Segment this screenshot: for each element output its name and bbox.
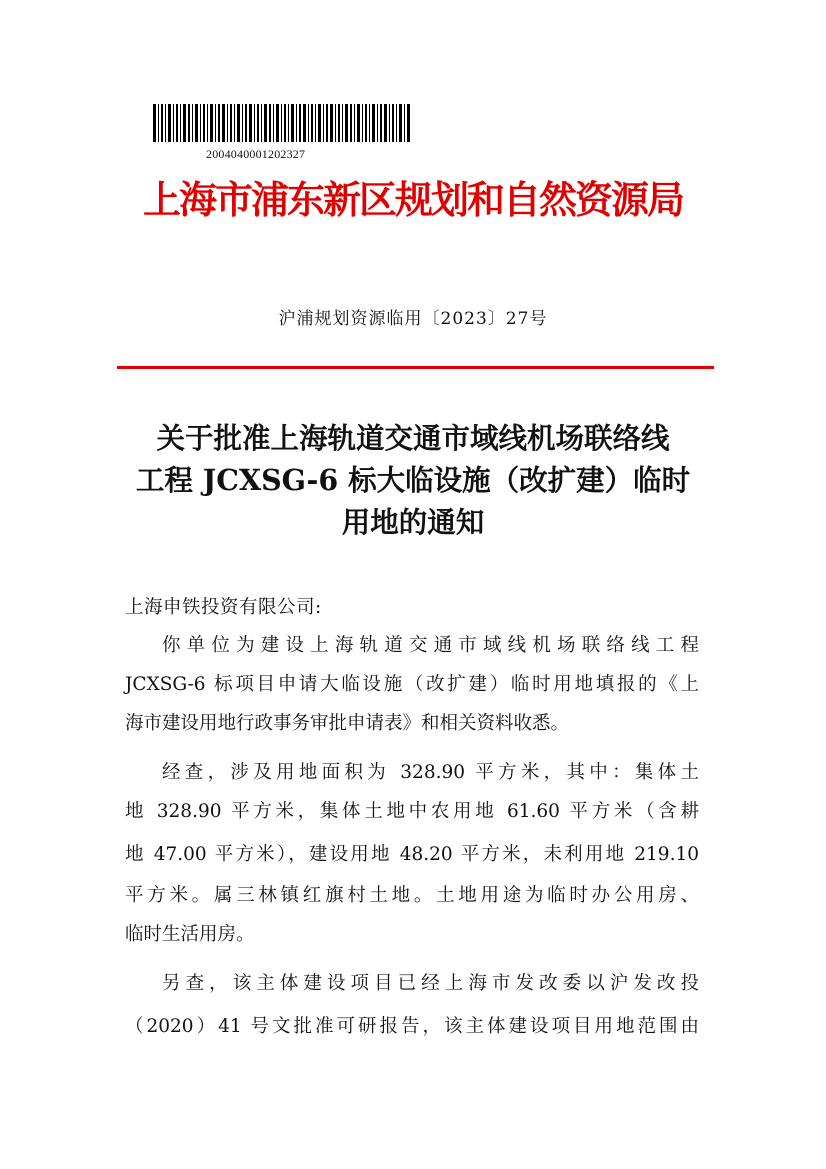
barcode-number: 2004040001202327 [206,147,306,161]
body-line: JCXSG-6 标项目申请大临设施（改扩建）临时用地填报的《上 [125,674,699,695]
body-line: 海市建设用地行政事务审批申请表》和相关资料收悉。 [125,713,570,734]
issuing-agency: 上海市浦东新区规划和自然资源局 [142,178,683,222]
header-red-divider [117,366,714,369]
body-line: 另查，该主体建设项目已经上海市发改委以沪发改投 [162,973,699,994]
body-line: 你单位为建设上海轨道交通市域线机场联络线工程 [162,635,699,656]
document-title [110,417,716,543]
body-line: 经查，涉及用地面积为 328.90 平方米，其中：集体土 [162,762,699,783]
addressee: 上海申铁投资有限公司: [125,597,322,618]
barcode [153,104,411,142]
body-line: 地 328.90 平方米，集体土地中农用地 61.60 平方米（含耕 [125,801,699,822]
title-line: 用地的通知 [341,505,485,539]
title-line: 关于批准上海轨道交通市域线机场联络线 [156,421,670,455]
body-line: 地 47.00 平方米），建设用地 48.20 平方米，未利用地 219.10 [125,844,699,865]
body-line: （2020）41 号文批准可研报告，该主体建设项目用地范围由 [125,1016,699,1037]
document-number: 沪浦规划资源临用〔2023〕27号 [278,309,548,329]
title-line: 工程 JCXSG-6 标大临设施（改扩建）临时 [135,463,691,497]
body-line: 平方米。属三林镇红旗村土地。土地用途为临时办公用房、 [125,885,699,906]
body-line: 临时生活用房。 [125,924,255,945]
